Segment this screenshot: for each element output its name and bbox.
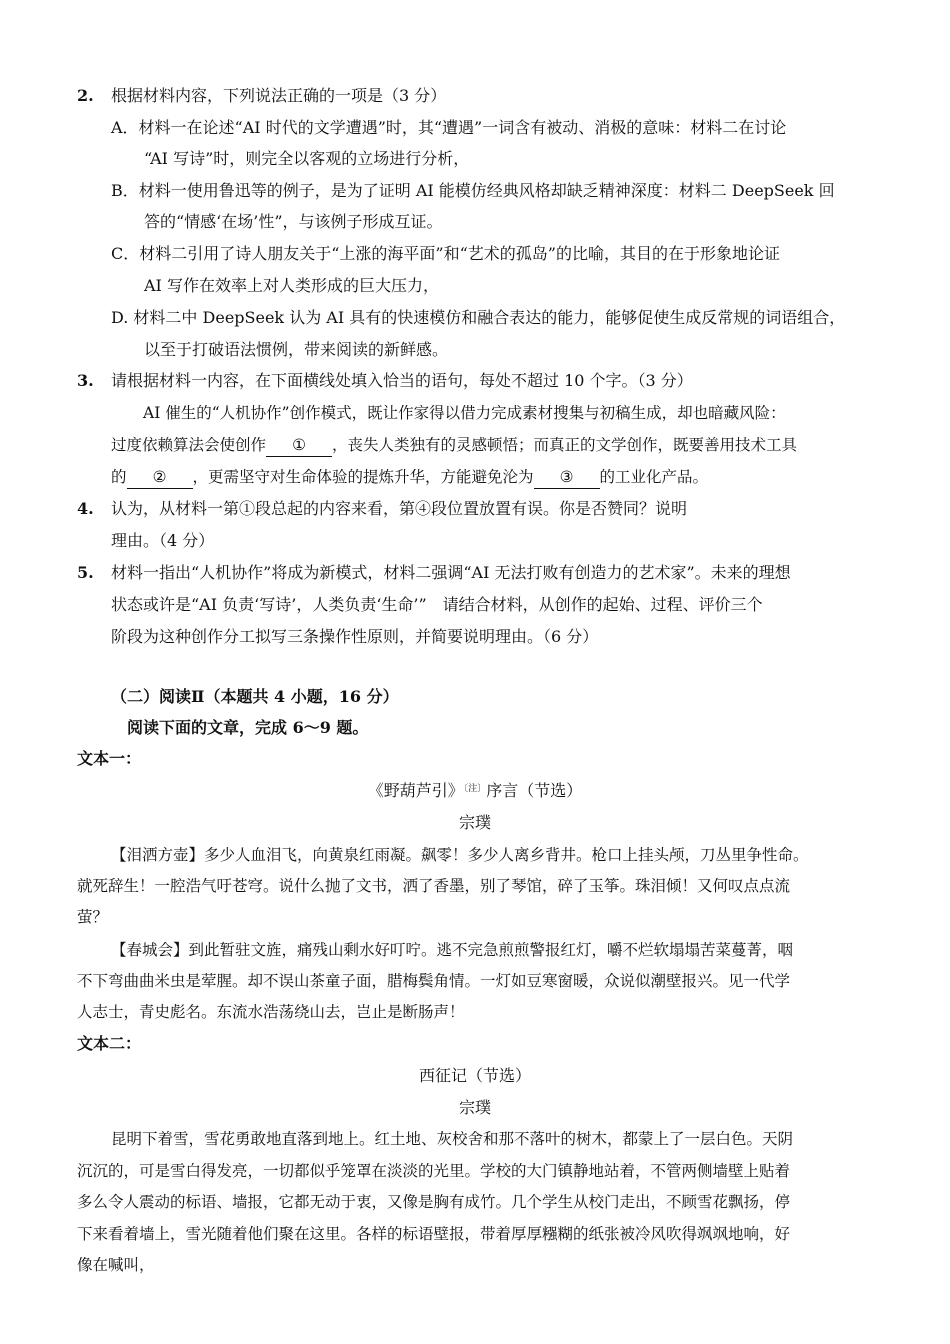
q3-blank-2: ② xyxy=(127,466,193,489)
q3-passage-text: 的 xyxy=(111,468,127,486)
text1-para1-line2: 就死辞生！一腔浩气吁苍穹。说什么抛了文书，洒了香墨，别了琴馆，碎了玉筝。珠泪倾！又何叹点点流 xyxy=(77,877,791,895)
q2-option-c-line1: C．材料二引用了诗人朋友关于“上涨的海平面”和“艺术的孤岛”的比喻，其目的在于形象地论证 xyxy=(111,244,780,263)
q5-line2: 状态或许是“AI 负责‘写诗’，人类负责‘生命’” 请结合材料，从创作的起始、过程、评价三个 xyxy=(111,595,763,614)
q5-line1: 材料一指出“人机协作”将成为新模式，材料二强调“AI 无法打败有创造力的艺术家”。未来的理想 xyxy=(111,563,791,582)
q3-blank-1: ① xyxy=(266,434,332,457)
q5-line3: 阶段为这种创作分工拟写三条操作性原则，并简要说明理由。（6 分） xyxy=(111,627,599,646)
q4-line2: 理由。（4 分） xyxy=(111,531,215,550)
text1-para2-line2: 不下弯曲曲米虫是荤腥。却不误山茶童子面，腊梅鬓角情。一灯如豆寒窗暖，众说似潮壁报兴。见一代学 xyxy=(77,972,791,990)
q4-number: 4. xyxy=(77,499,94,518)
text1-author: 宗璞 xyxy=(458,813,491,832)
text2-label: 文本二： xyxy=(77,1034,142,1053)
text2-line2: 沉沉的，可是雪白得发亮，一切都似乎笼罩在淡淡的光里。学校的大门镇静地站着，不管两侧墙壁上贴着 xyxy=(77,1162,791,1180)
q3-passage-line2 xyxy=(111,434,797,457)
q3-passage-text: 的工业化产品。 xyxy=(599,468,709,486)
text2-title: 西征记（节选） xyxy=(418,1066,531,1085)
text2-author: 宗璞 xyxy=(458,1098,491,1117)
text1-title-note: 〔注〕 xyxy=(463,784,487,794)
q2-option-d-line2: 以至于打破语法惯例，带来阅读的新鲜感。 xyxy=(144,340,449,359)
q3-passage-text: 过度依赖算法会使创作 xyxy=(111,436,267,454)
q3-passage-text: ，丧失人类独有的灵感顿悟；而真正的文学创作，既要善用技术工具 xyxy=(332,436,798,454)
q2-option-d-line1: D. 材料二中 DeepSeek 认为 AI 具有的快速模仿和融合表达的能力，能够促使生成反常规的词语组合， xyxy=(111,308,846,327)
text1-para1-line1: 【泪洒方壶】多少人血泪飞，向黄泉红雨凝。飙零！多少人离乡背井。枪口上挂头颅，刀丛里争性命。 xyxy=(111,846,809,864)
text2-line1: 昆明下着雪，雪花勇敢地直落到地上。红土地、灰校舍和那不落叶的树木，都蒙上了一层白色。天阴 xyxy=(111,1130,794,1148)
text2-line4: 下来看着墙上，雪光随着他们聚在这里。各样的标语壁报，带着厚厚糨糊的纸张被冷风吹得飒飒地响，好 xyxy=(77,1225,791,1243)
q4-line1: 认为，从材料一第①段总起的内容来看，第④段位置放置有误。你是否赞同？说明 xyxy=(111,499,688,518)
q5-number: 5. xyxy=(77,563,94,582)
q3-number: 3. xyxy=(77,371,94,390)
q3-passage-line3 xyxy=(111,466,708,489)
q2-stem: 根据材料内容，下列说法正确的一项是（3 分） xyxy=(111,86,447,105)
text1-para2-line1: 【春城会】到此暂驻文旌，痛残山剩水好叮咛。逃不完急煎煎警报红灯，嚼不烂软塌塌苦菜蔓菁，咽 xyxy=(111,941,794,959)
q2-option-b-line2: 答的“情感‘在场’性”，与该例子形成互证。 xyxy=(144,212,443,231)
section-instruction: 阅读下面的文章，完成 6～9 题。 xyxy=(127,718,369,737)
q2-option-a-line1: A．材料一在论述“AI 时代的文学遭遇”时，其“遭遇”一词含有被动、消极的意味：材料二在讨论 xyxy=(111,118,787,137)
q3-passage-text: ，更需坚守对生命体验的提炼升华，方能避免沦为 xyxy=(192,468,534,486)
q2-option-a-line2: “AI 写诗”时，则完全以客观的立场进行分析， xyxy=(144,149,470,168)
text1-para2-line3: 人志士，青史彪名。东流水浩荡绕山去，岂止是断肠声！ xyxy=(77,1003,465,1021)
text1-title-main: 《野葫芦引》 xyxy=(367,781,464,800)
q3-stem: 请根据材料一内容，在下面横线处填入恰当的语句，每处不超过 10 个字。（3 分） xyxy=(111,371,693,390)
q2-number: 2. xyxy=(77,86,94,105)
text2-line5: 像在喊叫， xyxy=(77,1256,155,1274)
q3-passage-line1: AI 催生的“人机协作”创作模式，既让作家得以借力完成素材搜集与初稿生成，却也暗藏风险： xyxy=(143,404,786,422)
q3-blank-3: ③ xyxy=(534,466,600,489)
section-heading: （二）阅读Ⅱ（本题共 4 小题，16 分） xyxy=(111,687,399,706)
q2-option-b-line1: B．材料一使用鲁迅等的例子，是为了证明 AI 能模仿经典风格却缺乏精神深度：材料二 DeepSeek 回 xyxy=(111,181,835,200)
q2-option-c-line2: AI 写作在效率上对人类形成的巨大压力， xyxy=(144,276,439,295)
text1-title xyxy=(0,780,950,802)
text1-label: 文本一： xyxy=(77,749,142,768)
text2-line3: 多么令人震动的标语、墙报，它都无动于衷，又像是胸有成竹。几个学生从校门走出，不顾雪花飘扬，停 xyxy=(77,1193,791,1211)
text1-para1-line3: 萤？ xyxy=(77,908,109,926)
text1-title-sub: 序言（节选） xyxy=(486,781,583,800)
